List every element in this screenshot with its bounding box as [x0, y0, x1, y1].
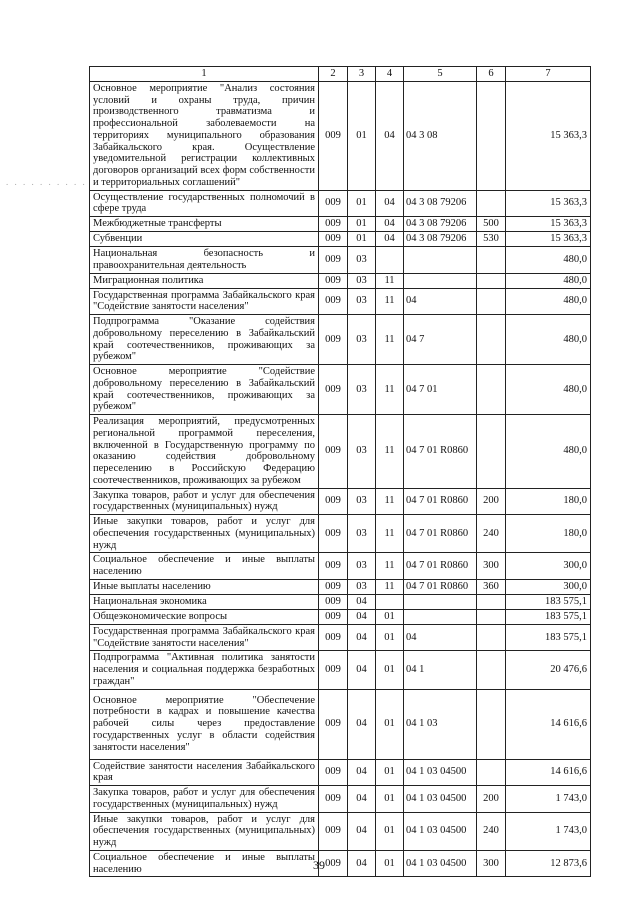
- amount-cell: 183 575,1: [506, 609, 591, 624]
- code-2-cell: 009: [319, 594, 348, 609]
- code-6-cell: [477, 273, 506, 288]
- row-name-cell: Межбюджетные трансферты: [90, 217, 319, 232]
- header-cell-2: 2: [319, 67, 348, 82]
- code-2-cell: 009: [319, 232, 348, 247]
- table-row: [90, 515, 591, 553]
- amount-cell: 183 575,1: [506, 594, 591, 609]
- amount-cell: 480,0: [506, 365, 591, 415]
- code-5-cell: 04 3 08 79206: [404, 217, 477, 232]
- row-name-cell: Субвенции: [90, 232, 319, 247]
- amount-cell: 480,0: [506, 415, 591, 489]
- amount-cell: 180,0: [506, 488, 591, 515]
- code-2-cell: 009: [319, 850, 348, 877]
- row-name-cell: Социальное обеспечение и иные выплаты населению: [90, 850, 319, 877]
- header-cell-4: 4: [376, 67, 404, 82]
- row-name-cell: Общеэкономические вопросы: [90, 609, 319, 624]
- code-5-cell: 04 7 01 R0860: [404, 553, 477, 580]
- code-6-cell: 300: [477, 850, 506, 877]
- table-row: [90, 288, 591, 315]
- code-5-cell: 04 7 01 R0860: [404, 415, 477, 489]
- code-5-cell: 04 3 08: [404, 81, 477, 190]
- code-3-cell: 03: [348, 415, 376, 489]
- code-5-cell: 04 7 01 R0860: [404, 515, 477, 553]
- code-4-cell: 11: [376, 553, 404, 580]
- code-2-cell: 009: [319, 651, 348, 689]
- table-row: [90, 609, 591, 624]
- header-cell-7: 7: [506, 67, 591, 82]
- table-row: [90, 488, 591, 515]
- row-name-cell: Реализация мероприятий, предусмотренных региональной программой переселения, включенной в Государственную программу по оказанию содействия добровольному переселению в Российскую Федерацию соотечественников, проживающих за рубежом: [90, 415, 319, 489]
- code-2-cell: 009: [319, 759, 348, 786]
- code-2-cell: 009: [319, 288, 348, 315]
- header-cell-5: 5: [404, 67, 477, 82]
- row-name-cell: Подпрограмма "Оказание содействия добровольному переселению в Забайкальский край соотечественников, проживающих за рубежом": [90, 315, 319, 365]
- row-name-cell: Основное мероприятие "Содействие добровольному переселению в Забайкальский край соотечественников, проживающих за рубежом": [90, 365, 319, 415]
- code-2-cell: 009: [319, 315, 348, 365]
- code-4-cell: 11: [376, 579, 404, 594]
- code-5-cell: 04 1 03 04500: [404, 850, 477, 877]
- amount-cell: 15 363,3: [506, 217, 591, 232]
- code-3-cell: 03: [348, 579, 376, 594]
- table-row: [90, 315, 591, 365]
- code-2-cell: 009: [319, 515, 348, 553]
- table-row: [90, 594, 591, 609]
- code-4-cell: 04: [376, 81, 404, 190]
- code-3-cell: 03: [348, 365, 376, 415]
- code-5-cell: [404, 609, 477, 624]
- table-row: [90, 759, 591, 786]
- amount-cell: 1 743,0: [506, 786, 591, 813]
- code-6-cell: [477, 651, 506, 689]
- code-6-cell: [477, 190, 506, 217]
- code-2-cell: 009: [319, 624, 348, 651]
- table-row: [90, 553, 591, 580]
- code-6-cell: [477, 594, 506, 609]
- header-cell-1: 1: [90, 67, 319, 82]
- table-row: [90, 579, 591, 594]
- code-4-cell: [376, 247, 404, 274]
- amount-cell: 15 363,3: [506, 81, 591, 190]
- table-header-row: [90, 67, 591, 82]
- code-4-cell: 01: [376, 624, 404, 651]
- code-5-cell: 04: [404, 288, 477, 315]
- amount-cell: 12 873,6: [506, 850, 591, 877]
- amount-cell: 180,0: [506, 515, 591, 553]
- code-3-cell: 04: [348, 651, 376, 689]
- code-3-cell: 03: [348, 315, 376, 365]
- code-5-cell: 04 1: [404, 651, 477, 689]
- code-4-cell: 11: [376, 288, 404, 315]
- code-3-cell: 01: [348, 217, 376, 232]
- code-3-cell: 01: [348, 190, 376, 217]
- code-6-cell: 200: [477, 786, 506, 813]
- amount-cell: 300,0: [506, 579, 591, 594]
- code-4-cell: 01: [376, 786, 404, 813]
- row-name-cell: Социальное обеспечение и иные выплаты населению: [90, 553, 319, 580]
- row-name-cell: Иные закупки товаров, работ и услуг для обеспечения государственных (муниципальных) нужд: [90, 515, 319, 553]
- code-6-cell: 200: [477, 488, 506, 515]
- table-row: [90, 415, 591, 489]
- page-number: 39: [313, 858, 325, 872]
- code-2-cell: 009: [319, 190, 348, 217]
- code-2-cell: 009: [319, 217, 348, 232]
- amount-cell: 183 575,1: [506, 624, 591, 651]
- code-6-cell: [477, 365, 506, 415]
- code-6-cell: 300: [477, 553, 506, 580]
- code-2-cell: 009: [319, 579, 348, 594]
- amount-cell: 15 363,3: [506, 190, 591, 217]
- code-4-cell: 11: [376, 488, 404, 515]
- amount-cell: 14 616,6: [506, 759, 591, 786]
- code-3-cell: 03: [348, 515, 376, 553]
- row-name-cell: Закупка товаров, работ и услуг для обеспечения государственных (муниципальных) нужд: [90, 786, 319, 813]
- table-body: [90, 67, 591, 877]
- code-2-cell: 009: [319, 81, 348, 190]
- code-4-cell: 01: [376, 850, 404, 877]
- amount-cell: 15 363,3: [506, 232, 591, 247]
- code-5-cell: 04 3 08 79206: [404, 232, 477, 247]
- code-6-cell: [477, 288, 506, 315]
- code-6-cell: 360: [477, 579, 506, 594]
- code-6-cell: [477, 609, 506, 624]
- code-2-cell: 009: [319, 689, 348, 759]
- code-4-cell: 11: [376, 315, 404, 365]
- code-2-cell: 009: [319, 415, 348, 489]
- code-4-cell: 11: [376, 365, 404, 415]
- amount-cell: 480,0: [506, 315, 591, 365]
- code-3-cell: 01: [348, 81, 376, 190]
- table-row: [90, 624, 591, 651]
- code-5-cell: [404, 594, 477, 609]
- table-row: [90, 81, 591, 190]
- code-6-cell: [477, 247, 506, 274]
- code-5-cell: 04 7 01: [404, 365, 477, 415]
- amount-cell: 480,0: [506, 288, 591, 315]
- header-cell-3: 3: [348, 67, 376, 82]
- code-3-cell: 03: [348, 288, 376, 315]
- code-2-cell: 009: [319, 812, 348, 850]
- code-4-cell: 01: [376, 759, 404, 786]
- code-5-cell: 04 1 03 04500: [404, 786, 477, 813]
- row-name-cell: Основное мероприятие "Анализ состояния условий и охраны труда, причин производственного травматизма и профессиональной заболеваемости на территориях муниципального образования Забайкальского края. Осуществление уведомительной регистрации коллективных договоров организаций всех форм собственности и территориальных соглашений": [90, 81, 319, 190]
- code-3-cell: 01: [348, 232, 376, 247]
- amount-cell: 20 476,6: [506, 651, 591, 689]
- code-4-cell: 01: [376, 609, 404, 624]
- code-2-cell: 009: [319, 609, 348, 624]
- code-3-cell: 03: [348, 273, 376, 288]
- code-2-cell: 009: [319, 273, 348, 288]
- amount-cell: 480,0: [506, 247, 591, 274]
- code-4-cell: 11: [376, 415, 404, 489]
- budget-table: [89, 66, 591, 877]
- code-3-cell: 04: [348, 594, 376, 609]
- row-name-cell: Государственная программа Забайкальского края "Содействие занятости населения": [90, 624, 319, 651]
- code-5-cell: 04 1 03: [404, 689, 477, 759]
- amount-cell: 480,0: [506, 273, 591, 288]
- code-5-cell: [404, 247, 477, 274]
- row-name-cell: Основное мероприятие "Обеспечение потребности в кадрах и повышение качества рабочей силы через предоставление государственных услуг в области содействия занятости населения": [90, 689, 319, 759]
- table-row: [90, 273, 591, 288]
- header-cell-6: 6: [477, 67, 506, 82]
- code-3-cell: 04: [348, 624, 376, 651]
- code-2-cell: 009: [319, 365, 348, 415]
- margin-dots: . . . . . . . . . .: [6, 177, 87, 187]
- row-name-cell: Иные закупки товаров, работ и услуг для обеспечения государственных (муниципальных) нужд: [90, 812, 319, 850]
- code-4-cell: 11: [376, 515, 404, 553]
- code-4-cell: 01: [376, 651, 404, 689]
- code-3-cell: 04: [348, 759, 376, 786]
- code-6-cell: [477, 315, 506, 365]
- table-row: [90, 786, 591, 813]
- row-name-cell: Национальная безопасность и правоохранительная деятельность: [90, 247, 319, 274]
- code-6-cell: [477, 759, 506, 786]
- code-5-cell: 04 3 08 79206: [404, 190, 477, 217]
- row-name-cell: Государственная программа Забайкальского края "Содействие занятости населения": [90, 288, 319, 315]
- code-6-cell: [477, 624, 506, 651]
- code-5-cell: 04 1 03 04500: [404, 812, 477, 850]
- code-4-cell: [376, 594, 404, 609]
- table-row: [90, 689, 591, 759]
- table-row: [90, 190, 591, 217]
- table-row: [90, 247, 591, 274]
- code-6-cell: 240: [477, 812, 506, 850]
- code-3-cell: 03: [348, 488, 376, 515]
- code-5-cell: 04 1 03 04500: [404, 759, 477, 786]
- code-3-cell: 04: [348, 609, 376, 624]
- code-4-cell: 11: [376, 273, 404, 288]
- code-4-cell: 04: [376, 217, 404, 232]
- code-3-cell: 03: [348, 553, 376, 580]
- code-2-cell: 009: [319, 553, 348, 580]
- table-row: [90, 651, 591, 689]
- row-name-cell: Содействие занятости населения Забайкальского края: [90, 759, 319, 786]
- code-6-cell: [477, 415, 506, 489]
- code-4-cell: 01: [376, 689, 404, 759]
- code-5-cell: 04 7: [404, 315, 477, 365]
- amount-cell: 14 616,6: [506, 689, 591, 759]
- row-name-cell: Национальная экономика: [90, 594, 319, 609]
- table-row: [90, 365, 591, 415]
- table-row: [90, 217, 591, 232]
- table-row: [90, 812, 591, 850]
- code-6-cell: [477, 81, 506, 190]
- amount-cell: 300,0: [506, 553, 591, 580]
- code-2-cell: 009: [319, 488, 348, 515]
- code-3-cell: 03: [348, 247, 376, 274]
- table-row: [90, 232, 591, 247]
- code-5-cell: [404, 273, 477, 288]
- row-name-cell: Осуществление государственных полномочий в сфере труда: [90, 190, 319, 217]
- code-5-cell: 04 7 01 R0860: [404, 579, 477, 594]
- code-2-cell: 009: [319, 247, 348, 274]
- code-3-cell: 04: [348, 812, 376, 850]
- code-2-cell: 009: [319, 786, 348, 813]
- code-5-cell: 04: [404, 624, 477, 651]
- code-5-cell: 04 7 01 R0860: [404, 488, 477, 515]
- code-4-cell: 04: [376, 232, 404, 247]
- code-6-cell: 530: [477, 232, 506, 247]
- row-name-cell: Миграционная политика: [90, 273, 319, 288]
- code-6-cell: 240: [477, 515, 506, 553]
- code-4-cell: 01: [376, 812, 404, 850]
- code-4-cell: 04: [376, 190, 404, 217]
- code-3-cell: 04: [348, 850, 376, 877]
- code-6-cell: [477, 689, 506, 759]
- row-name-cell: Иные выплаты населению: [90, 579, 319, 594]
- code-3-cell: 04: [348, 689, 376, 759]
- code-6-cell: 500: [477, 217, 506, 232]
- row-name-cell: Подпрограмма "Активная политика занятости населения и социальная поддержка безработных граждан": [90, 651, 319, 689]
- amount-cell: 1 743,0: [506, 812, 591, 850]
- row-name-cell: Закупка товаров, работ и услуг для обеспечения государственных (муниципальных) нужд: [90, 488, 319, 515]
- code-3-cell: 04: [348, 786, 376, 813]
